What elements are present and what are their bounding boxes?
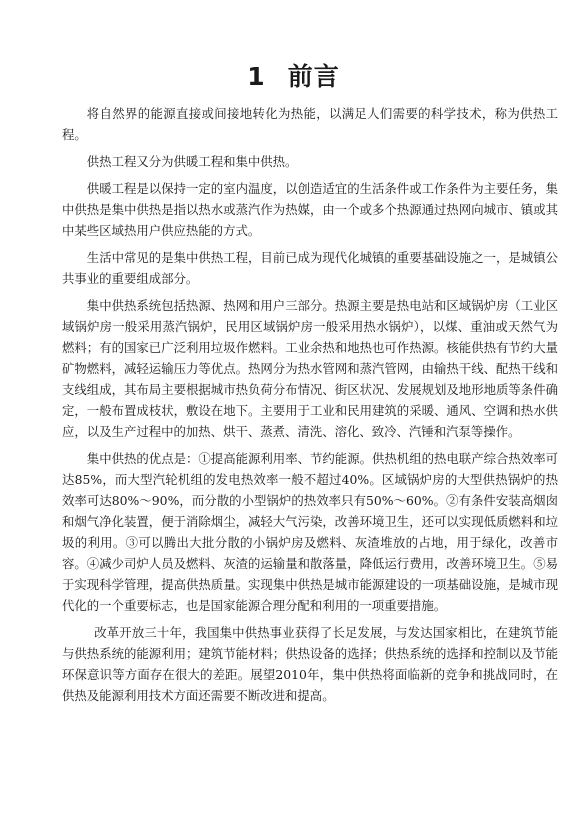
chapter-number: 1	[247, 62, 266, 91]
paragraph-1: 将自然界的能源直接或间接地转化为热能，以满足人们需要的科学技术，称为供热工程。	[62, 106, 558, 142]
paragraph-2: 供热工程又分为供暖工程和集中供热。	[86, 154, 298, 169]
chapter-title-text: 前言	[287, 62, 340, 91]
paragraph-7: 改革开放三十年，我国集中供热事业获得了长足发展，与发达国家相比，在建筑节能与供热系统的能源利用；建筑节能材料；供热设备的选择；供热系统的选择和控制以及节能环保意识等方面存在很大的差距。展望2010年，集中供热将面临新的竞争和挑战同时，在供热及能源利用技术方面还需要不断改进和提高。	[62, 625, 558, 703]
paragraph-5: 集中供热系统包括热源、热网和用户三部分。热源主要是热电站和区域锅炉房（工业区域锅炉房一般采用蒸汽锅炉，民用区域锅炉房一般采用热水锅炉），以煤、重油或天然气为燃料；有的国家已广泛利用垃圾作燃料。工业余热和地热也可作热源。核能供热有节约大量矿物燃料，减轻运输压力等优点。热网分为热水管网和蒸汽管网，由输热干线、配热干线和支线组成，其布局主要根据城市热负荷分布情况、街区状况、发展规划及地形地质等条件确定，一般布置成枝状，敷设在地下。主要用于工业和民用建筑的采暖、通风、空调和热水供应，以及生产过程中的加热、烘干、蒸煮、清洗、溶化、致冷、汽锤和汽泵等操作。	[62, 298, 558, 439]
body-text	[62, 103, 558, 712]
chapter-title	[0, 62, 587, 92]
paragraph-4: 生活中常见的是集中供热工程，目前已成为现代化城镇的重要基础设施之一，是城镇公共事业的重要组成部分。	[62, 250, 558, 286]
paragraph-6: 集中供热的优点是：①提高能源利用率、节约能源。供热机组的热电联产综合热效率可达85%，而大型汽轮机组的发电热效率一般不超过40%。区域锅炉房的大型供热锅炉的热效率可达80%～90%，而分散的小型锅炉的热效率只有50%～60%。②有条件安装高烟囱和烟气净化装置，便于消除烟尘，减轻大气污染，改善环境卫生，还可以实现低质燃料和垃圾的利用。③可以腾出大批分散的小锅炉房及燃料、灰渣堆放的占地，用于绿化，改善市容。④减少司炉人员及燃料、灰渣的运输量和散落量，降低运行费用，改善环境卫生。⑤易于实现科学管理，提高供热质量。实现集中供热是城市能源建设的一项基础设施，是城市现代化的一个重要标志，也是国家能源合理分配和利用的一项重要措施。	[62, 451, 558, 613]
paragraph-3: 供暖工程是以保持一定的室内温度，以创造适宜的生活条件或工作条件为主要任务，集中供热是集中供热是指以热水或蒸汽作为热媒，由一个或多个热源通过热网向城市、镇或其中某些区域热用户供应热能的方式。	[62, 181, 558, 238]
